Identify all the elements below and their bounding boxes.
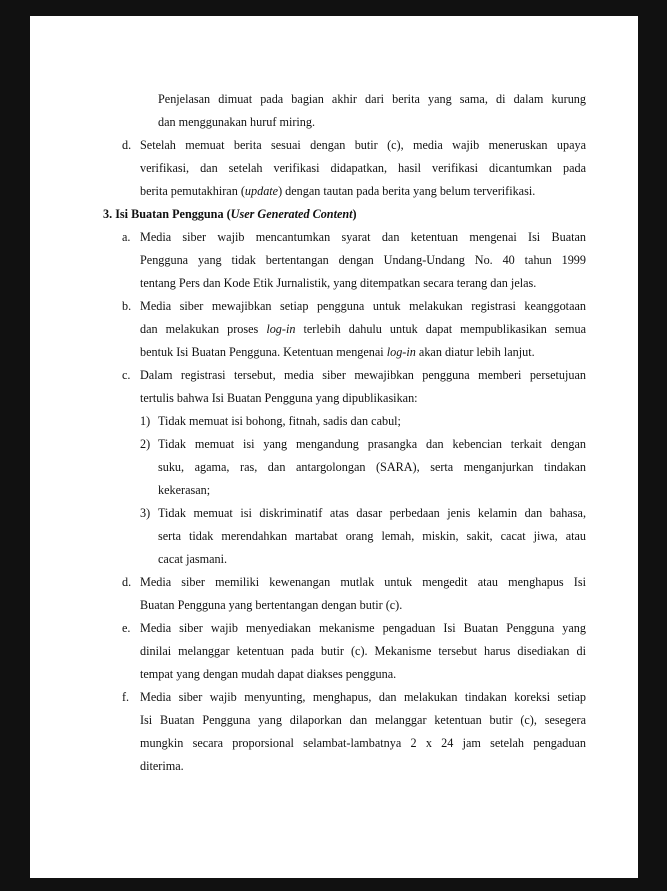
subitem-3-line: serta tidak merendahkan martabat orang lemah, miskin, sakit, cacat jiwa, atau	[158, 529, 586, 543]
item-label-d: d.	[122, 575, 132, 589]
item-label-f: f.	[122, 690, 130, 704]
item-a-line: tentang Pers dan Kode Etik Jurnalistik, yang ditempatkan secara terang dan jelas.	[140, 276, 537, 290]
item-f-line: Isi Buatan Pengguna yang dilaporkan dan melanggar ketentuan butir (c), sesegera	[140, 713, 586, 727]
subitem-label-3: 3)	[140, 506, 151, 520]
item-a-line: Pengguna yang tidak bertentangan dengan Undang-Undang No. 40 tahun 1999	[140, 253, 586, 267]
section-heading: 3. Isi Buatan Pengguna (User Generated Content)	[103, 207, 357, 221]
item-e-line: tempat yang dengan mudah dapat diakses pengguna.	[140, 667, 397, 681]
item-b-line: Media siber mewajibkan setiap pengguna untuk melakukan registrasi keanggotaan	[140, 299, 586, 313]
subitem-1-line: Tidak memuat isi bohong, fitnah, sadis dan cabul;	[158, 414, 401, 428]
item-label-e: e.	[122, 621, 131, 635]
item-b-line: dan melakukan proses log-in terlebih dahulu untuk dapat mempublikasikan semua	[140, 322, 586, 336]
subitem-label-1: 1)	[140, 414, 151, 428]
item-a-line: Media siber wajib mencantumkan syarat dan ketentuan mengenai Isi Buatan	[140, 230, 586, 244]
subitem-label-2: 2)	[140, 437, 151, 451]
subitem-2-line: suku, agama, ras, dan antargolongan (SARA), serta menganjurkan tindakan	[158, 460, 586, 474]
subitem-2-line: kekerasan;	[158, 483, 211, 497]
item-d-line: Media siber memiliki kewenangan mutlak untuk mengedit atau menghapus Isi	[140, 575, 586, 589]
item-d-prev-line: Setelah memuat berita sesuai dengan butir (c), media wajib meneruskan upaya	[140, 138, 586, 152]
paragraph-line: dan menggunakan huruf miring.	[158, 115, 316, 129]
item-f-line: diterima.	[140, 759, 184, 773]
item-e-line: Media siber wajib menyediakan mekanisme pengaduan Isi Buatan Pengguna yang	[140, 621, 586, 635]
item-label-b: b.	[122, 299, 132, 313]
item-e-line: dinilai melanggar ketentuan pada butir (c). Mekanisme tersebut harus disediakan di	[140, 644, 586, 658]
subitem-3-line: Tidak memuat isi diskriminatif atas dasar perbedaan jenis kelamin dan bahasa,	[158, 506, 586, 520]
subitem-3-line: cacat jasmani.	[158, 552, 228, 566]
document-page	[30, 16, 638, 878]
item-d-prev-line: berita pemutakhiran (update) dengan tautan pada berita yang belum terverifikasi.	[140, 184, 536, 198]
item-c-line: Dalam registrasi tersebut, media siber mewajibkan pengguna memberi persetujuan	[140, 368, 586, 382]
item-f-line: mungkin secara proporsional selambat-lambatnya 2 x 24 jam setelah pengaduan	[140, 736, 586, 750]
item-c-line: tertulis bahwa Isi Buatan Pengguna yang dipublikasikan:	[140, 391, 418, 405]
item-d-line: Buatan Pengguna yang bertentangan dengan butir (c).	[140, 598, 403, 612]
item-f-line: Media siber wajib menyunting, menghapus, dan melakukan tindakan koreksi setiap	[140, 690, 586, 704]
item-b-line: bentuk Isi Buatan Pengguna. Ketentuan mengenai log-in akan diatur lebih lanjut.	[140, 345, 535, 359]
item-d-prev-line: verifikasi, dan setelah verifikasi didapatkan, hasil verifikasi dicantumkan pada	[140, 161, 586, 175]
item-label-d-prev: d.	[122, 138, 132, 152]
subitem-2-line: Tidak memuat isi yang mengandung prasangka dan kebencian terkait dengan	[158, 437, 586, 451]
item-label-a: a.	[122, 230, 131, 244]
paragraph-line: Penjelasan dimuat pada bagian akhir dari berita yang sama, di dalam kurung	[158, 92, 586, 106]
item-label-c: c.	[122, 368, 131, 382]
